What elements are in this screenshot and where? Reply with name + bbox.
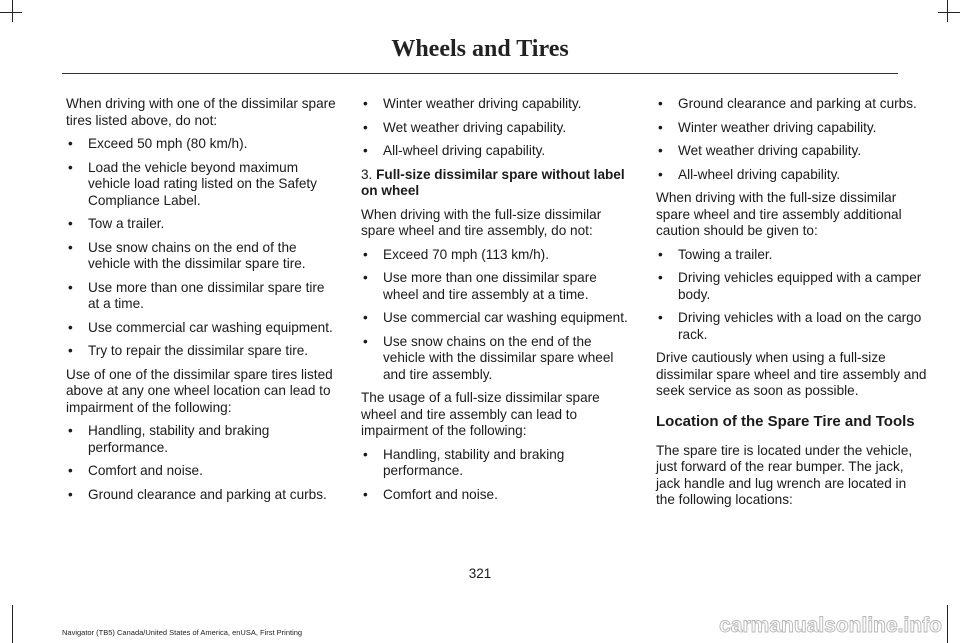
watermark-logo [684,612,944,640]
list-item: • All-wheel driving capability. [361,143,633,160]
paragraph: Drive cautiously when using a full-size dissimilar spare wheel and tire assembly and seek service as soon as possible. [656,350,927,398]
section-heading: Location of the Spare Tire and Tools [656,412,915,430]
page-title: Wheels and Tires [391,36,569,62]
footer-text: Navigator (TB5) Canada/United States of America, enUSA, First Printing [62,628,303,637]
list-item: • Exceed 50 mph (80 km/h). [66,136,338,153]
header-rule [62,73,898,74]
bullet-list [656,96,928,183]
watermark-text: carmanualsonline.info [719,614,942,637]
crop-mark [12,605,13,643]
list-item: • Use more than one dissimilar spare wheel and tire assembly at a time. [361,270,633,303]
list-item: • Use snow chains on the end of the vehicle with the dissimilar spare tire. [66,240,338,273]
list-item: • Driving vehicles equipped with a camper body. [656,270,928,303]
list-item: • Ground clearance and parking at curbs. [66,487,338,504]
list-item: • Towing a trailer. [656,247,928,264]
heading-text: Full-size dissimilar spare without label on wheel [361,166,625,198]
list-item: • Try to repair the dissimilar spare tire. [66,343,338,360]
list-item: • Tow a trailer. [66,216,338,233]
crop-mark [947,605,948,643]
list-item: • All-wheel driving capability. [656,167,928,184]
bullet-list [66,423,338,503]
list-item: • Wet weather driving capability. [656,143,928,160]
column-3 [656,96,928,516]
paragraph: When driving with the full-size dissimilar spare wheel and tire assembly additional caution should be given to: [656,190,902,238]
list-item: • Ground clearance and parking at curbs. [656,96,928,113]
list-item: • Handling, stability and braking performance. [361,447,633,480]
paragraph: Use of one of the dissimilar spare tires listed above at any one wheel location can lead to impairment of the following: [66,366,333,415]
numbered-heading [361,167,633,200]
list-item: • Wet weather driving capability. [361,120,633,137]
list-item: • Winter weather driving capability. [361,96,633,113]
paragraph: The usage of a full-size dissimilar spare wheel and tire assembly can lead to impairment of the following: [361,390,600,438]
list-item: • Use snow chains on the end of the vehicle with the dissimilar spare wheel and tire assembly. [361,334,633,384]
list-item: • Winter weather driving capability. [656,120,928,137]
paragraph: When driving with the full-size dissimilar spare wheel and tire assembly, do not: [361,206,602,238]
list-item: • Comfort and noise. [361,487,633,504]
bullet-list [361,247,633,384]
heading-number: 3. [361,166,377,182]
page-number: 321 [468,566,492,581]
crop-mark [938,12,960,13]
list-item: • Exceed 70 mph (113 km/h). [361,247,633,264]
crop-mark [12,0,13,22]
list-item: • Comfort and noise. [66,463,338,480]
list-item: • Use more than one dissimilar spare tire at a time. [66,280,338,313]
list-item: • Use commercial car washing equipment. [66,320,338,337]
crop-mark [0,12,22,13]
paragraph: When driving with one of the dissimilar spare tires listed above, do not: [66,96,336,128]
bullet-list [66,136,338,360]
list-item: • Handling, stability and braking performance. [66,423,338,456]
bullet-list [361,447,633,504]
paragraph: The spare tire is located under the vehicle, just forward of the rear bumper. The jack, jack handle and lug wrench are located in the following locations: [656,442,913,507]
column-2 [361,96,633,510]
bullet-list [656,247,928,344]
column-1 [66,96,338,510]
bullet-list [361,96,633,160]
list-item: • Driving vehicles with a load on the cargo rack. [656,310,928,343]
crop-mark [947,0,948,22]
list-item: • Load the vehicle beyond maximum vehicle load rating listed on the Safety Compliance Label. [66,160,338,210]
list-item: • Use commercial car washing equipment. [361,310,633,327]
